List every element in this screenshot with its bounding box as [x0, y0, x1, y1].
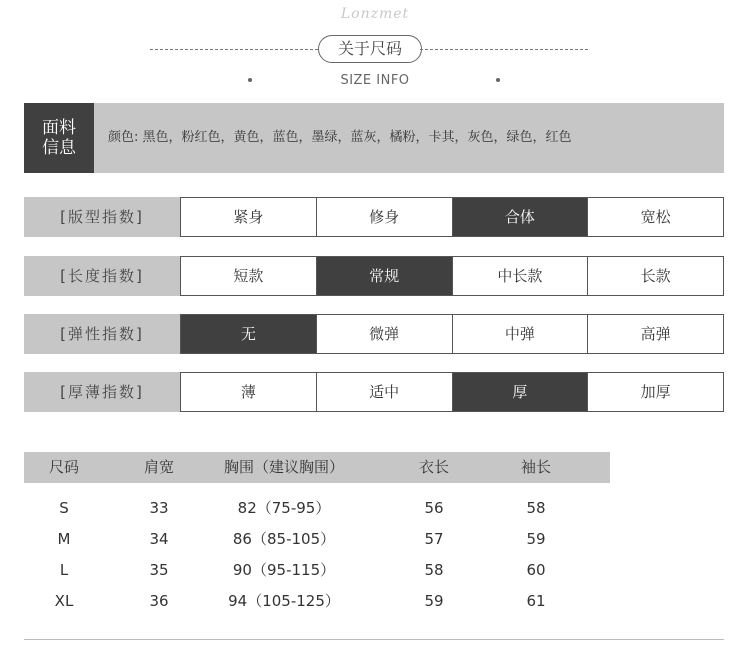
fabric-label — [24, 103, 94, 173]
index-options — [180, 256, 724, 296]
index-option: 无 — [181, 315, 316, 353]
index-row — [24, 197, 724, 237]
index-option: 适中 — [316, 373, 452, 411]
cell-length: 56 — [424, 499, 444, 517]
index-row — [24, 256, 724, 296]
index-row — [24, 372, 724, 412]
header-size: 尺码 — [48, 458, 79, 476]
cell-chest: 86（85-105） — [232, 530, 336, 548]
index-label: [弹性指数] — [24, 314, 180, 354]
cell-size: XL — [54, 592, 74, 610]
cell-shoulder: 34 — [149, 530, 169, 548]
fabric-info — [24, 103, 724, 173]
page-subtitle: SIZE INFO — [340, 73, 410, 88]
index-option: 薄 — [181, 373, 316, 411]
cell-chest: 82（75-95） — [237, 499, 331, 517]
cell-size: M — [57, 530, 71, 548]
index-option: 修身 — [316, 198, 452, 236]
index-option: 高弹 — [587, 315, 723, 353]
header-chest: 胸围（建议胸围） — [223, 458, 344, 476]
index-option: 合体 — [452, 198, 588, 236]
table-row — [24, 493, 610, 524]
index-label: [版型指数] — [24, 197, 180, 237]
index-option: 短款 — [181, 257, 316, 295]
fabric-colors: 颜色: 黑色，粉红色，黄色，蓝色，墨绿，蓝灰，橘粉，卡其，灰色，绿色，红色 — [108, 130, 572, 145]
cell-sleeve: 59 — [526, 530, 546, 548]
size-table — [24, 452, 610, 617]
dot-decoration — [496, 78, 500, 82]
table-row — [24, 555, 610, 586]
cell-shoulder: 35 — [149, 561, 169, 579]
index-option: 宽松 — [587, 198, 723, 236]
index-option: 紧身 — [181, 198, 316, 236]
cell-chest: 94（105-125） — [228, 592, 340, 610]
index-option: 微弹 — [316, 315, 452, 353]
cell-chest: 90（95-115） — [232, 561, 336, 579]
cell-shoulder: 36 — [149, 592, 169, 610]
index-option: 加厚 — [587, 373, 723, 411]
cell-length: 57 — [424, 530, 444, 548]
index-option: 厚 — [452, 373, 588, 411]
fabric-label-line2: 信息 — [42, 138, 76, 158]
divider — [420, 49, 588, 50]
cell-length: 59 — [424, 592, 444, 610]
index-options — [180, 314, 724, 354]
header-shoulder: 肩宽 — [143, 458, 174, 476]
brand-logo: Lonzmet — [340, 6, 410, 22]
header-sleeve: 袖长 — [520, 458, 551, 476]
divider — [24, 639, 724, 640]
index-label: [长度指数] — [24, 256, 180, 296]
index-option: 中长款 — [452, 257, 588, 295]
cell-size: L — [59, 561, 69, 579]
index-option: 中弹 — [452, 315, 588, 353]
fabric-label-line1: 面料 — [42, 118, 76, 138]
index-option: 长款 — [587, 257, 723, 295]
divider — [150, 49, 318, 50]
cell-sleeve: 60 — [526, 561, 546, 579]
index-label: [厚薄指数] — [24, 372, 180, 412]
cell-size: S — [59, 499, 69, 517]
index-row — [24, 314, 724, 354]
cell-sleeve: 61 — [526, 592, 546, 610]
cell-shoulder: 33 — [149, 499, 169, 517]
table-row — [24, 524, 610, 555]
table-row — [24, 586, 610, 617]
cell-sleeve: 58 — [526, 499, 546, 517]
index-options — [180, 197, 724, 237]
index-options — [180, 372, 724, 412]
index-option: 常规 — [316, 257, 452, 295]
page-title: 关于尺码 — [318, 35, 422, 63]
cell-length: 58 — [424, 561, 444, 579]
header-length: 衣长 — [418, 458, 449, 476]
section-title — [150, 35, 588, 63]
table-header — [24, 452, 610, 483]
